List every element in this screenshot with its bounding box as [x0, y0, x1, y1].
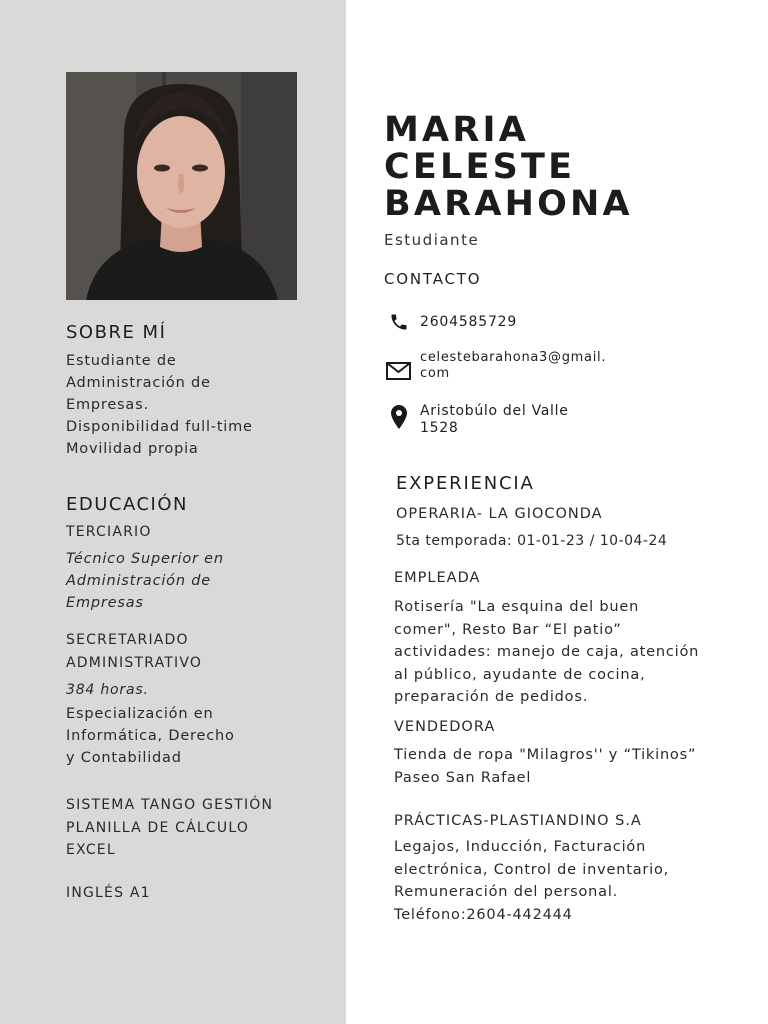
job2-line: actividades: manejo de caja, atención	[394, 644, 700, 660]
location-pin-icon	[390, 404, 408, 430]
experience-heading: EXPERIENCIA	[396, 473, 535, 494]
about-line: Administración de	[66, 375, 211, 391]
profile-photo	[66, 72, 297, 300]
about-text	[66, 350, 253, 460]
education-heading: EDUCACIÓN	[66, 494, 188, 515]
course-title	[66, 629, 202, 674]
email-address[interactable]	[420, 350, 606, 382]
course-line: ADMINISTRATIVO	[66, 654, 203, 671]
language-item: INGLÉS A1	[66, 885, 151, 901]
phone-icon	[389, 312, 409, 332]
job4-desc	[394, 836, 669, 926]
skill-item: SISTEMA TANGO GESTIÓN	[66, 797, 274, 813]
course-desc-line: Informática, Derecho	[66, 728, 235, 744]
degree-text	[66, 548, 224, 614]
degree-line: Técnico Superior en	[66, 551, 224, 567]
job3-title: VENDEDORA	[394, 719, 496, 735]
course-hours: 384 horas.	[66, 682, 149, 698]
job3-line: Paseo San Rafael	[394, 769, 532, 786]
job1-title: OPERARIA- LA GIOCONDA	[396, 506, 603, 522]
course-desc	[66, 703, 235, 769]
degree-line: Administración de	[66, 573, 211, 589]
degree-line: Empresas	[66, 595, 144, 611]
course-desc-line: Especialización en	[66, 706, 214, 722]
job3-line: Tienda de ropa "Milagros'' y “Tikinos”	[394, 747, 697, 763]
job2-desc	[394, 596, 699, 709]
job2-line: preparación de pedidos.	[394, 689, 589, 705]
job1-detail: 5ta temporada: 01-01-23 / 10-04-24	[396, 533, 668, 549]
skills-list	[66, 794, 273, 862]
name-line: MARIA	[384, 110, 529, 150]
contact-heading: CONTACTO	[384, 270, 482, 288]
about-line: Movilidad propia	[66, 441, 199, 457]
job2-line: Rotisería "La esquina del buen	[394, 599, 640, 615]
address-line: 1528	[420, 420, 459, 436]
name-line: BARAHONA	[384, 184, 633, 224]
email-line: celestebarahona3@gmail.	[420, 350, 607, 365]
job4-line: Teléfono:2604-442444	[394, 906, 573, 923]
job4-line: Remuneración del personal.	[394, 884, 619, 900]
full-name	[384, 112, 633, 223]
job4-title: PRÁCTICAS-PLASTIANDINO S.A	[394, 813, 642, 829]
education-level: TERCIARIO	[66, 524, 152, 540]
job-role: Estudiante	[384, 231, 480, 249]
name-line: CELESTE	[384, 147, 576, 187]
sidebar	[0, 0, 346, 1024]
job3-desc	[394, 744, 696, 789]
mail-icon	[386, 362, 411, 380]
about-line: Empresas.	[66, 397, 149, 413]
job4-line: electrónica, Control de inventario,	[394, 861, 670, 878]
address	[420, 403, 569, 437]
job2-line: al público, ayudante de cocina,	[394, 666, 646, 683]
about-line: Disponibilidad full-time	[66, 419, 253, 435]
job2-line: comer", Resto Bar “El patio”	[394, 621, 622, 638]
address-line: Aristobúlo del Valle	[420, 403, 569, 419]
about-heading: SOBRE MÍ	[66, 322, 167, 343]
job2-title: EMPLEADA	[394, 570, 481, 586]
phone-number[interactable]: 2604585729	[420, 314, 518, 330]
email-line: com	[420, 366, 450, 381]
about-line: Estudiante de	[66, 353, 177, 369]
course-line: SECRETARIADO	[66, 632, 189, 648]
job4-line: Legajos, Inducción, Facturación	[394, 839, 647, 855]
skill-item: PLANILLA DE CÁLCULO	[66, 819, 250, 836]
course-desc-line: y Contabilidad	[66, 750, 182, 766]
skill-item: EXCEL	[66, 842, 116, 858]
